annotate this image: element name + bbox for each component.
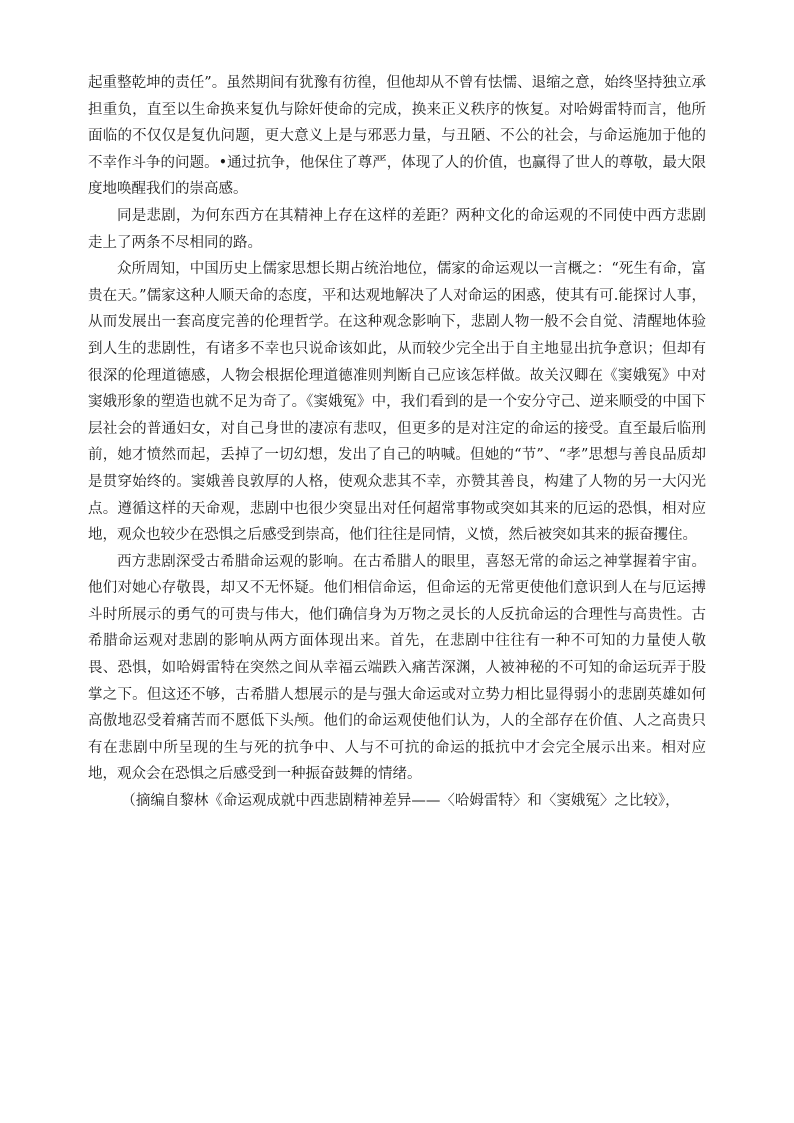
- paragraph-east-west-question: 同是悲剧，为何东西方在其精神上存在这样的差距？两种文化的命运观的不同使中西方悲剧走上了两条不尽相同的路。: [88, 207, 706, 251]
- source-citation: （摘编自黎林《命运观成就中西悲剧精神差异——〈哈姆雷特〉和〈窦娥冤〉之比较》，: [121, 793, 680, 810]
- document-page: [88, 70, 706, 815]
- paragraph-hamlet-struggle: 起重整乾坤的责任”。虽然期间有犹豫有彷徨，但他却从不曾有怯懦、退缩之意，始终坚持独立承担重负，直至以生命换来复仇与除奸使命的完成，换来正义秩序的恢复。对哈姆雷特而言，他所面临的不仅仅是复仇问题，更大意义上是与邪恶力量，与丑陋、不公的社会，与命运施加于他的不幸作斗争的问题。•通过抗争，他保住了尊严，体现了人的价值，也赢得了世人的尊敬，最大限度地唤醒我们的崇高感。: [88, 75, 706, 198]
- paragraph-western-fate-view: 西方悲剧深受古希腊命运观的影响。在古希腊人的眼里，喜怒无常的命运之神掌握着宇宙。他们对她心存敬畏，却又不无怀疑。他们相信命运，但命运的无常更使他们意识到人在与厄运搏斗时所展示的勇气的可贵与伟大，他们确信身为万物之灵长的人反抗命运的合理性与高贵性。古希腊命运观对悲剧的影响从两方面体现出来。首先，在悲剧中往往有一种不可知的力量使人敬畏、恐惧，如哈姆雷特在突然之间从幸福云端跌入痛苦深渊，人被神秘的不可知的命运玩弄于股掌之下。但这还不够，古希腊人想展示的是与强大命运或对立势力相比显得弱小的悲剧英雄如何高傲地忍受着痛苦而不愿低下头颅。他们的命运观使他们认为，人的全部存在价值、人之高贵只有在悲剧中所呈现的生与死的抗争中、人与不可抗的命运的抵抗中才会完全展示出来。相对应地，观众会在恐惧之后感受到一种振奋鼓舞的情绪。: [88, 553, 706, 783]
- paragraph-chinese-fate-view: 众所周知，中国历史上儒家思想长期占统治地位，儒家的命运观以一言概之：“死生有命，富贵在天。”儒家这种人顺天命的态度，平和达观地解决了人对命运的困惑，使其有可.能探讨人事，从而发展出一套高度完善的伦理哲学。在这种观念影响下，悲剧人物一般不会自觉、清醒地体验到人生的悲剧性，有诸多不幸也只说命该如此，从而较少完全出于自主地显出抗争意识；但却有很深的伦理道德感，人物会根据伦理道德准则判断自己应该怎样做。故关汉卿在《窦娥冤》中对窦娥形象的塑造也就不足为奇了。《窦娥冤》中，我们看到的是一个安分守己、逆来顺受的中国下层社会的普通妇女，对自己身世的凄凉有悲叹，但更多的是对注定的命运的接受。直至最后临刑前，她才愤然而起，丢掉了一切幻想，发出了自己的呐喊。但她的“节”、“孝”思想与善良品质却是贯穿始终的。窦娥善良敦厚的人格，使观众悲其不幸，亦赞其善良，构建了人物的另一大闪光点。遵循这样的天命观，悲剧中也很少突显出对任何超常事物或突如其来的厄运的恐惧，相对应地，观众也较少在恐惧之后感受到崇高，他们往往是同情，义愤，然后被突如其来的振奋攫住。: [88, 261, 706, 544]
